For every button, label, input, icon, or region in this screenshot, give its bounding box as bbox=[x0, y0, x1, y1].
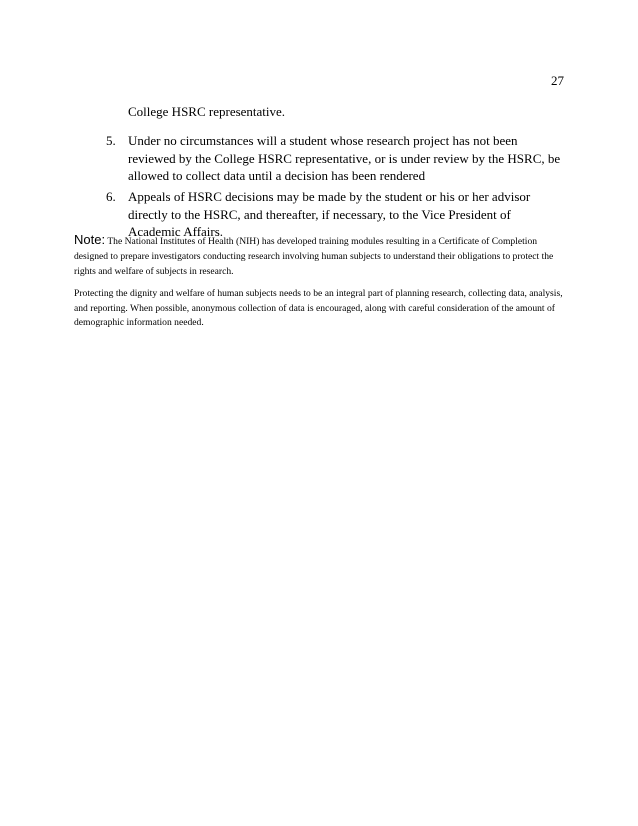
continued-list-text: College HSRC representative. bbox=[128, 104, 286, 119]
note-label: Note: bbox=[74, 232, 106, 247]
list-item-number: 6. bbox=[106, 189, 116, 204]
list-item bbox=[106, 132, 566, 185]
page-number: 27 bbox=[551, 73, 564, 88]
list-item-text: Under no circumstances will a student whose research project has not been reviewed by the College HSRC representative, or is under review by the HSRC, be allowed to collect data until a decision has been rendered bbox=[128, 133, 561, 183]
note-paragraph bbox=[74, 232, 564, 279]
note-text: The National Institutes of Health (NIH) has developed training modules resulting in a Certificate of Completion designed to prepare investigators conducting research involving human subjects to understand their obligations to protect the rights and welfare of subjects in research. bbox=[74, 236, 554, 277]
list-item-text: Appeals of HSRC decisions may be made by the student or his or her advisor directly to the HSRC, and thereafter, if necessary, to the Vice President of Academic Affairs. bbox=[128, 189, 531, 239]
list-item-number: 5. bbox=[106, 133, 116, 148]
body-paragraph: Protecting the dignity and welfare of human subjects needs to be an integral part of planning research, collecting data, analysis, and reporting. When possible, anonymous collection of data is encouraged, along with careful consideration of the amount of demographic information needed. bbox=[74, 288, 563, 328]
